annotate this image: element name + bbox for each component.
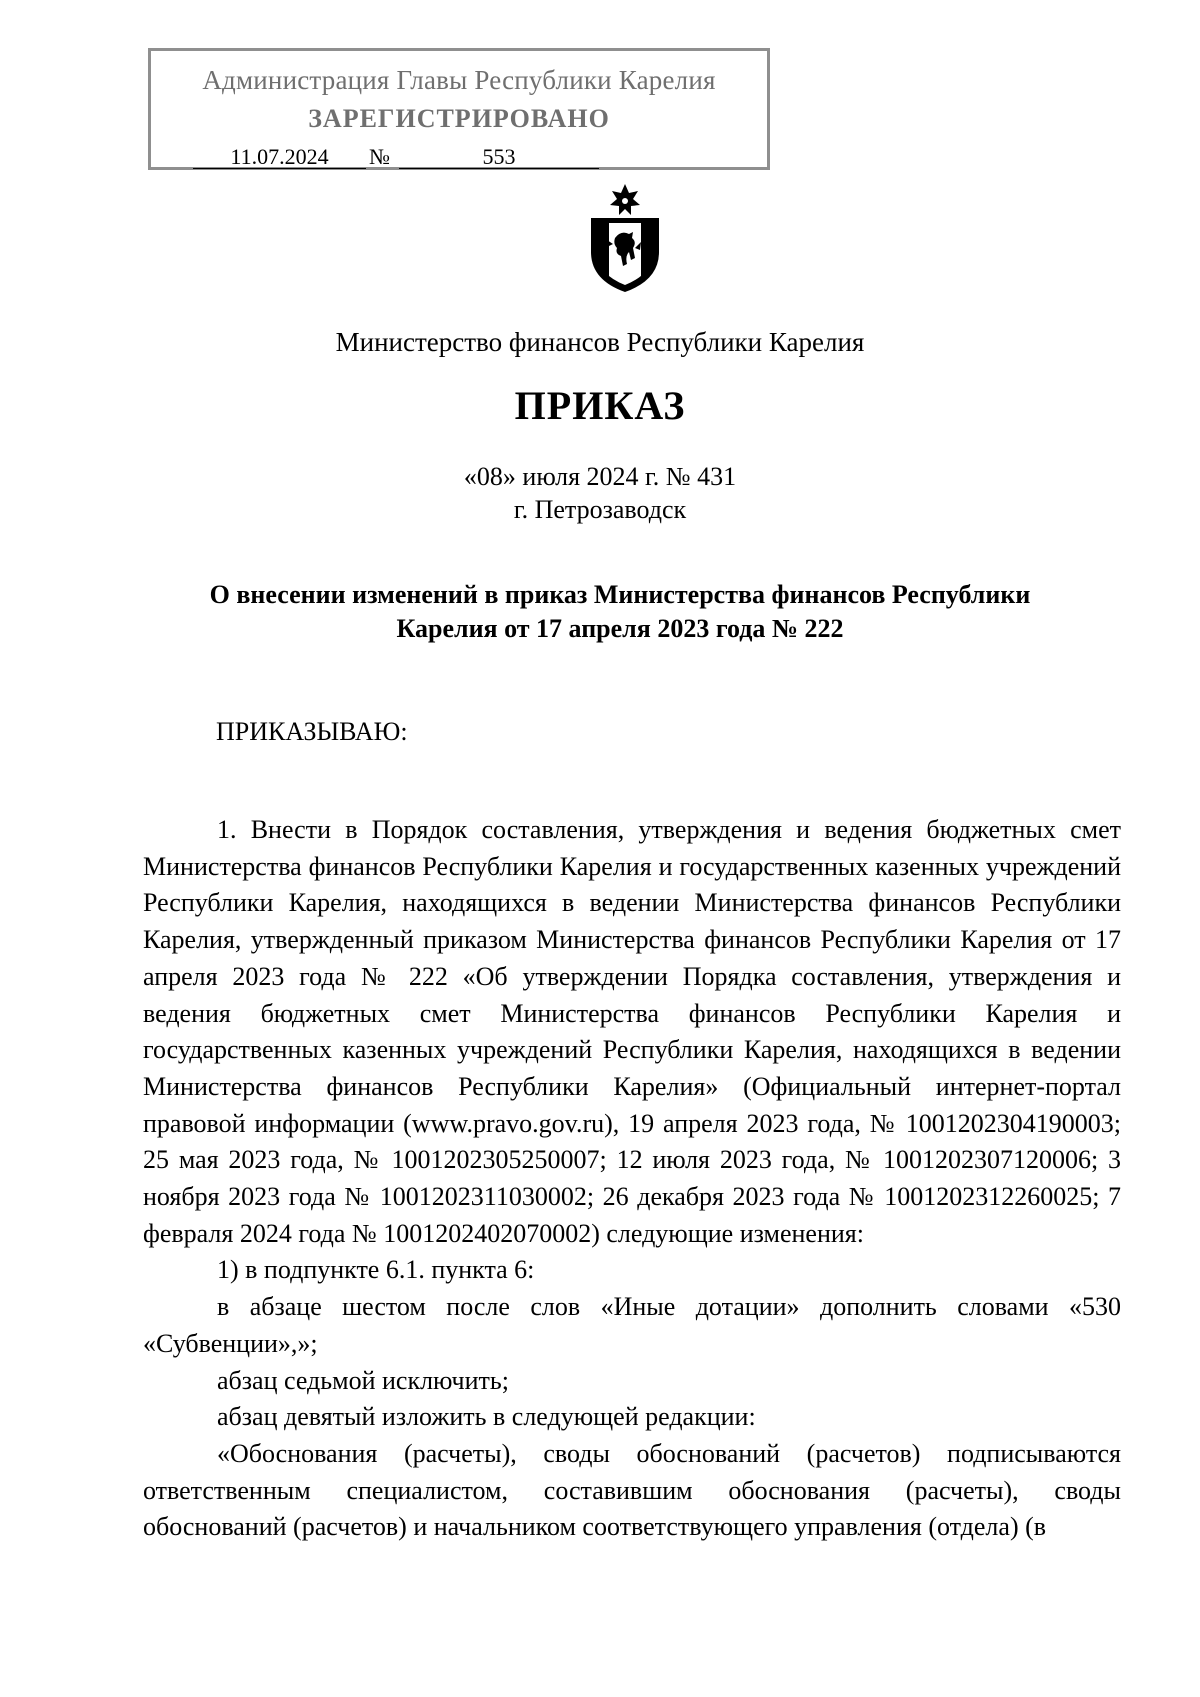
stamp-date: 11.07.2024 [193, 146, 366, 169]
order-body [143, 812, 1121, 1546]
stamp-status: ЗАРЕГИСТРИРОВАНО [308, 104, 610, 133]
paragraph-amendment-9: абзац девятый изложить в следующей редакции: [217, 1402, 756, 1432]
stamp-authority: Администрация Главы Республики Карелия [202, 65, 716, 95]
paragraph-amendment-7: абзац седьмой исключить; [217, 1365, 509, 1395]
paragraph-new-text: «Обоснования (расчеты), своды обоснований (расчетов) подписываются ответственным специалистом, составившим обоснования (расчеты), своды обоснований (расчетов) и начальником соответствующего управления (отдела) (в [143, 1438, 1121, 1542]
paragraph-amendment-6: в абзаце шестом после слов «Иные дотации» дополнить словами «530 «Субвенции»,»; [143, 1292, 1121, 1358]
order-directive: ПРИКАЗЫВАЮ: [216, 717, 408, 746]
paragraph-item-1: 1. Внести в Порядок составления, утверждения и ведения бюджетных смет Министерства финансов Республики Карелия и государственных казенных учреждений Республики Карелия, находящихся в ведении Министерства финансов Республики Карелия, утвержденный приказом Министерства финансов Республики Карелия от 17 апреля 2023 года № 222 «Об утверждении Порядка составления, утверждения и ведения бюджетных смет Министерства финансов Республики Карелия и государственных казенных учреждений Республики Карелия, находящихся в ведении Министерства финансов Республики Карелия» (Официальный интернет-портал правовой информации (www.pravo.gov.ru), 19 апреля 2023 года, № 1001202304190003; 25 мая 2023 года, № 1001202305250007; 12 июля 2023 года, № 1001202307120006; 3 ноября 2023 года № 1001202311030002; 26 декабря 2023 года № 1001202312260025; 7 февраля 2024 года № 1001202402070002) следующие изменения: [143, 815, 1121, 1248]
registration-stamp [148, 48, 770, 170]
stamp-number: 553 [399, 146, 599, 169]
order-date-number: «08» июля 2024 г. № 431 [463, 462, 737, 491]
order-subject: О внесении изменений в приказ Министерства финансов Республики Карелия от 17 апреля 2023 года № 222 [209, 580, 1031, 643]
karelia-coat-of-arms-icon [585, 182, 665, 294]
ministry-name: Министерство финансов Республики Карелия [335, 327, 865, 357]
order-city: г. Петрозаводск [513, 495, 687, 524]
paragraph-subitem-1: 1) в подпункте 6.1. пункта 6: [217, 1255, 535, 1285]
stamp-number-label: № [369, 144, 390, 169]
document-title: ПРИКАЗ [514, 383, 686, 428]
